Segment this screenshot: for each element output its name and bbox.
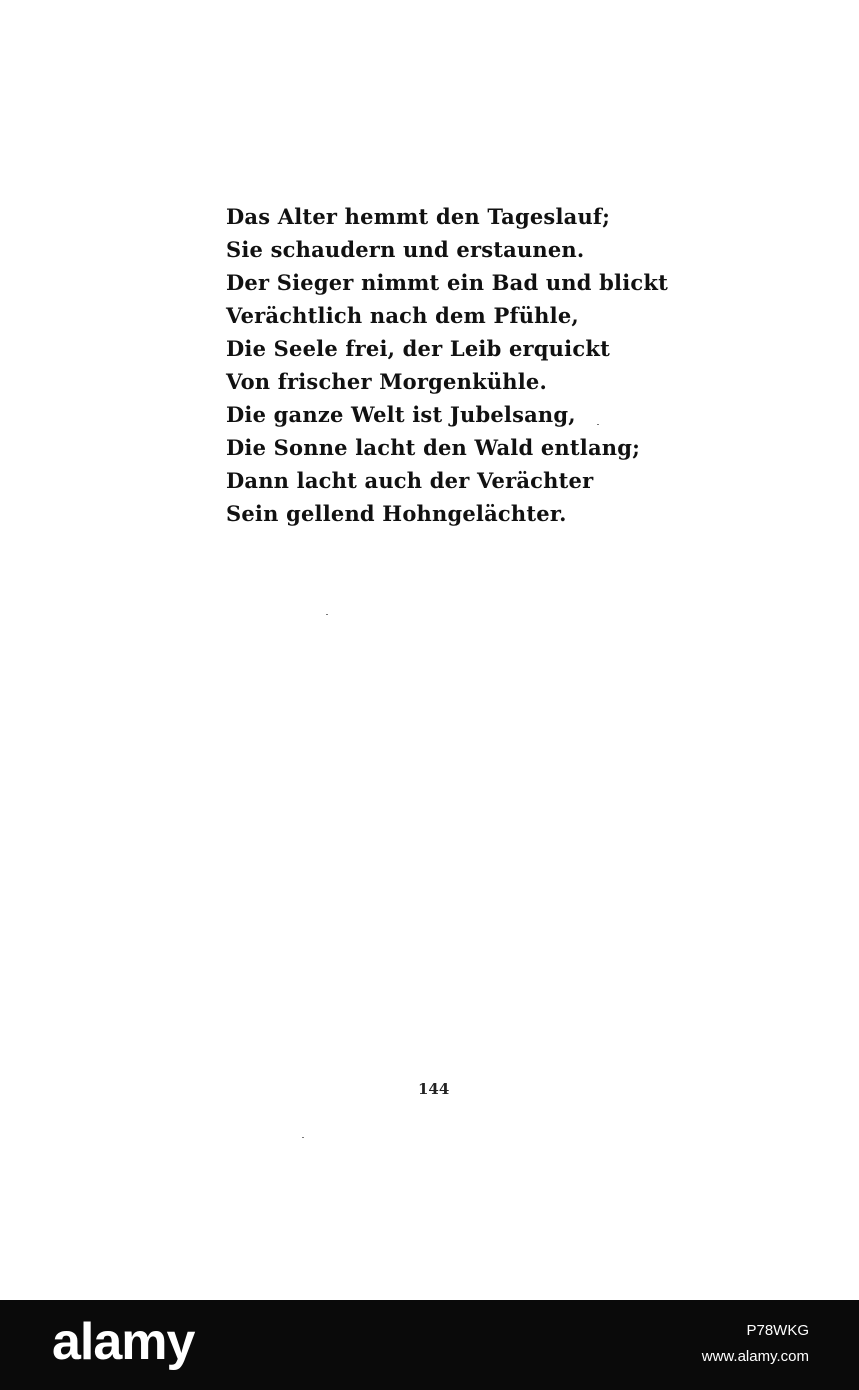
- watermark-footer: [0, 1300, 859, 1390]
- poem-line: Dann lacht auch der Verächter: [226, 468, 594, 493]
- site-url: www.alamy.com: [701, 1348, 809, 1365]
- poem-line: Der Sieger nimmt ein Bad und blickt: [226, 270, 669, 295]
- image-id: P78WKG: [746, 1322, 809, 1339]
- poem-line: Von frischer Morgenkühle.: [226, 369, 548, 394]
- poem-line: Die Seele frei, der Leib erquickt: [226, 336, 610, 361]
- poem-line: Sein gellend Hohngelächter.: [226, 501, 567, 526]
- poem-stanza: [226, 200, 668, 530]
- poem-line: Die ganze Welt ist Jubelsang,: [226, 402, 576, 427]
- poem-line: Verächtlich nach dem Pfühle,: [226, 303, 579, 328]
- page-number: 144: [418, 1080, 450, 1098]
- poem-line: Das Alter hemmt den Tageslauf;: [226, 204, 611, 229]
- poem-line: Die Sonne lacht den Wald entlang;: [226, 435, 641, 460]
- scan-speck: [326, 614, 328, 615]
- poem-line: Sie schaudern und erstaunen.: [226, 237, 585, 262]
- scan-speck: [302, 1137, 304, 1138]
- alamy-logo: alamy: [52, 1313, 195, 1371]
- scan-speck: [597, 424, 599, 425]
